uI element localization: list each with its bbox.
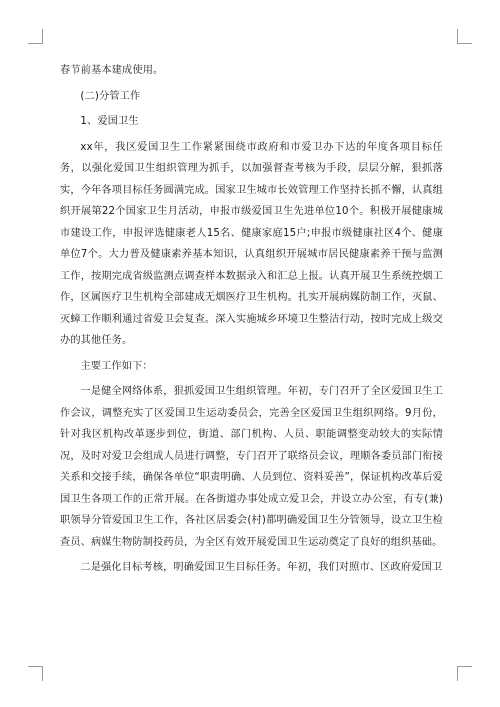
continuation-line: 春节前基本建成使用。	[60, 65, 164, 76]
section-heading: (二)分管工作	[80, 90, 141, 102]
crop-mark-top-left	[28, 29, 43, 44]
main-work-heading: 主要工作如下：	[80, 360, 153, 372]
crop-mark-bottom-left	[28, 666, 43, 681]
crop-mark-bottom-right	[457, 666, 472, 681]
paragraph-network-system: 一是健全网络体系，狠抓爱国卫生组织管理。年初，专门召开了全区爱国卫生工作会议，调整充实了区爱国卫生运动委员会，完善全区爱国卫生组织网络。9月份，针对我区机构改革逐步到位，街道、部门机构、人员、职能调整变动较大的实际情况，及时对爱卫会组成人员进行调整，专门召开了联络员会议，理顺各委员部门衔接关系和交接手续，确保各单位“职责明确、人员到位、资料妥善”，保证机构改革后爱国卫生各项工作的正常开展。在各街道办事处成立爱卫会，并设立办公室，有专(兼)职领导分管爱国卫生工作，各社区居委会(村)都明确爱国卫生分管领导，设立卫生检查员、病媒生物防制投药员，为全区有效开展爱国卫生运动奠定了良好的组织基础。	[60, 386, 444, 548]
paragraph-target-assessment: 二是强化目标考核，明确爱国卫生目标任务。年初，我们对照市、区政府爱国卫	[80, 562, 443, 573]
subsection-heading: 1、爱国卫生	[80, 116, 139, 127]
paragraph-summary: xx年，我区爱国卫生工作紧紧围绕市政府和市爱卫办下达的年度各项目标任务，以强化爱国卫生组织管理为抓手，以加强督查考核为手段，层层分解，狠抓落实，今年各项目标任务圆满完成。国家卫生城市长效管理工作坚持长抓不懈，认真组织开展第22个国家卫生月活动，申报市级爱国卫生先进单位10个。积极开展健康城市建设工作，申报评选健康老人15名、健康家庭15户;申报市级健康社区4个、健康单位7个。大力普及健康素养基本知识，认真组织开展城市居民健康素养干预与监测工作，按期完成省级监测点调查样本数据录入和汇总上报。认真开展卫生系统控烟工作，区属医疗卫生机构全部建成无烟医疗卫生机构。扎实开展病媒防制工作，灭鼠、灭蟑工作顺利通过省爱卫会复查。深入实施城乡环境卫生整洁行动，按时完成上级交办的其他任务。	[60, 141, 443, 346]
crop-mark-top-right	[457, 29, 472, 44]
document-body	[60, 60, 443, 583]
